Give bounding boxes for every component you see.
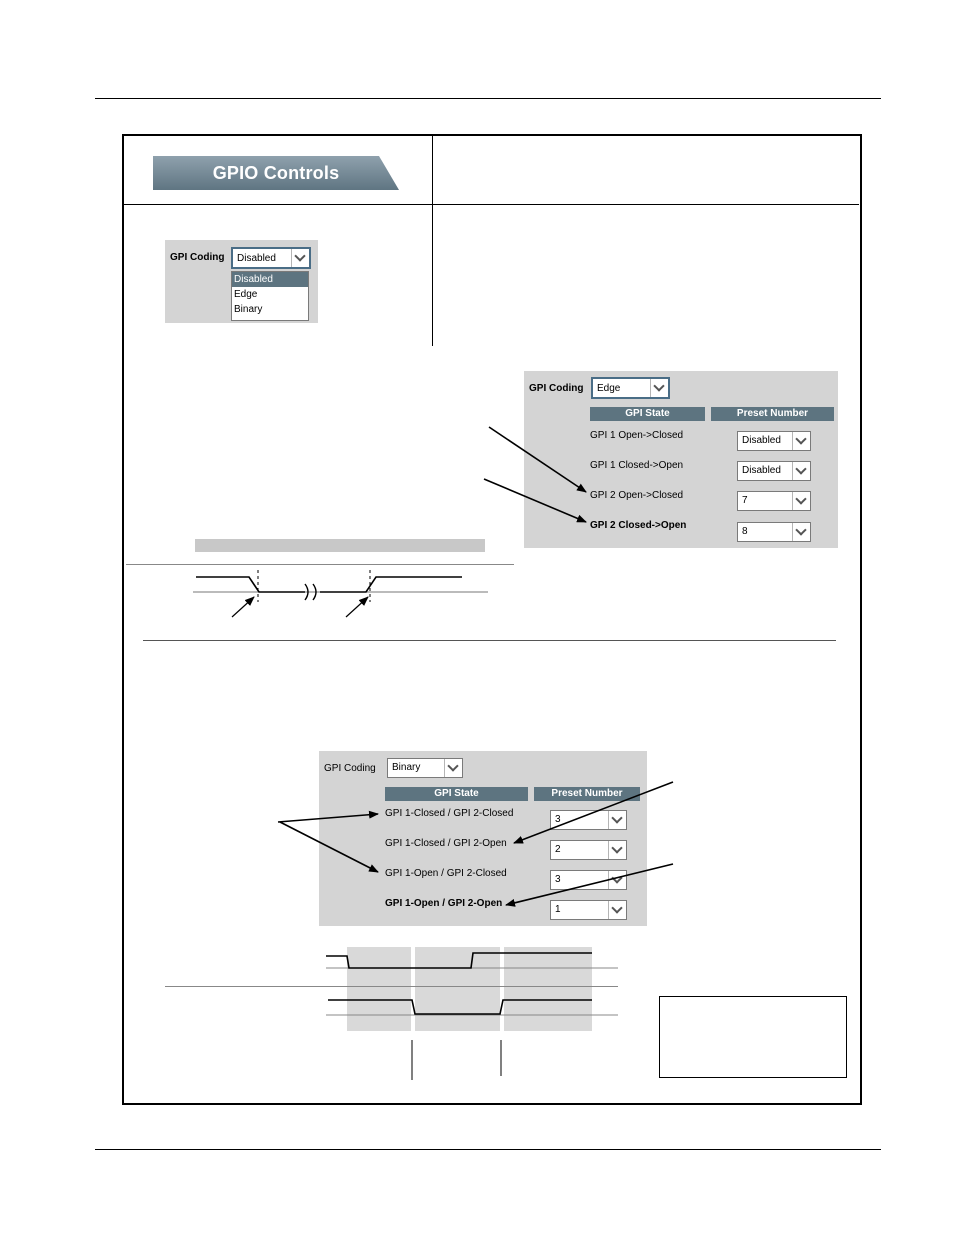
binary-gpi-coding-label: GPI Coding (324, 763, 376, 774)
binary-row-state: GPI 1-Open / GPI 2-Open (385, 898, 503, 909)
callout-arrow (506, 864, 673, 905)
option-disabled[interactable]: Disabled (232, 272, 308, 287)
edge-gpi-coding-value: Edge (597, 383, 621, 394)
edge-header-gpi-state: GPI State (590, 407, 705, 421)
gpi-coding-label: GPI Coding (170, 252, 225, 263)
callout-arrow (484, 479, 586, 522)
binary-row-state: GPI 1-Closed / GPI 2-Open (385, 838, 507, 849)
edge-row-preset-value: Disabled (742, 465, 781, 476)
edge-row-state: GPI 2 Open->Closed (590, 490, 684, 501)
edge-row-preset-value: Disabled (742, 435, 781, 446)
edge-row-preset-value: 8 (742, 526, 748, 537)
binary-waveform (326, 953, 618, 1080)
callout-arrow (489, 427, 586, 492)
binary-row-preset-value: 2 (555, 844, 561, 855)
binary-row-state: GPI 1-Open / GPI 2-Closed (385, 868, 507, 879)
binary-gpi-coding-value: Binary (392, 762, 421, 773)
option-edge[interactable]: Edge (234, 289, 258, 300)
edge-row-state: GPI 1 Open->Closed (590, 430, 684, 441)
edge-row-state: GPI 1 Closed->Open (590, 460, 684, 471)
edge-gpi-coding-label: GPI Coding (529, 383, 584, 394)
binary-row-preset-value: 3 (555, 814, 561, 825)
option-binary[interactable]: Binary (234, 304, 263, 315)
callout-arrow (278, 814, 378, 822)
banner-title: GPIO Controls (212, 163, 340, 183)
gpi-coding-select-value: Disabled (237, 253, 276, 264)
binary-row-preset-value: 3 (555, 874, 561, 885)
binary-header-gpi-state: GPI State (385, 787, 528, 801)
edge-row-state: GPI 2 Closed->Open (590, 520, 687, 531)
edge-row-preset-value: 7 (742, 495, 748, 506)
callout-arrow (514, 782, 673, 843)
edge-header-preset-number: Preset Number (711, 407, 834, 421)
callout-arrow (280, 822, 378, 872)
edge-waveform (193, 570, 488, 617)
binary-header-preset-number: Preset Number (534, 787, 640, 801)
binary-row-preset-value: 1 (555, 904, 561, 915)
binary-row-state: GPI 1-Closed / GPI 2-Closed (385, 808, 514, 819)
